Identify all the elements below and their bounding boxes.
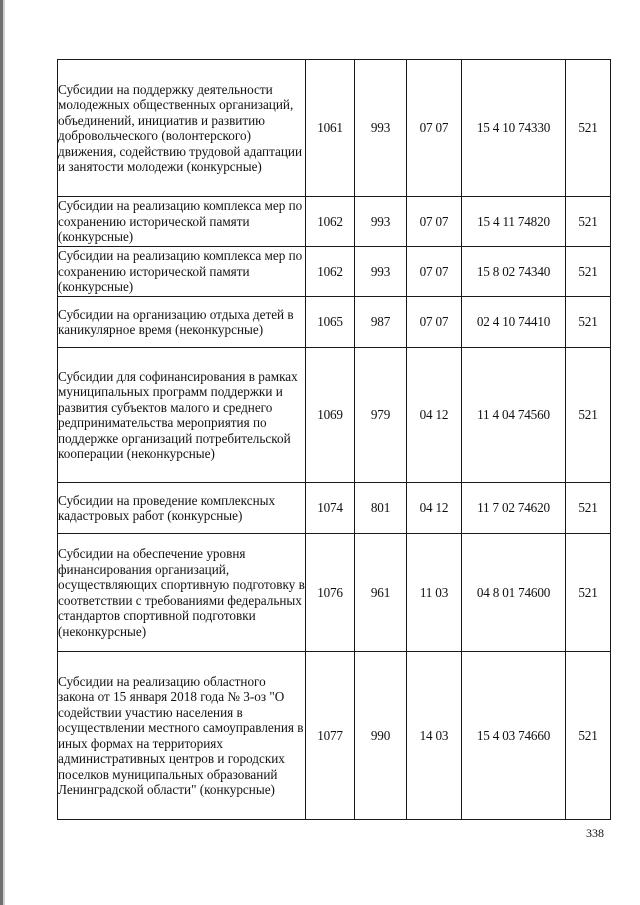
gov-code: 990 bbox=[355, 652, 407, 820]
subsidy-code: 1077 bbox=[306, 652, 355, 820]
gov-code: 993 bbox=[355, 247, 407, 297]
section-code: 04 12 bbox=[407, 348, 462, 483]
subsidy-name: Субсидии на поддержку деятельности молодежных общественных организаций, объединений, инициатив и развитию добровольческого (волонтерского) движения, содействию трудовой адаптации и занятости молодежи (конкурсные) bbox=[58, 60, 306, 197]
table-row bbox=[58, 534, 611, 652]
subsidy-name: Субсидии на реализацию комплекса мер по сохранению исторической памяти (конкурсные) bbox=[58, 197, 306, 247]
table-row bbox=[58, 197, 611, 247]
subsidy-name: Субсидии на реализацию комплекса мер по сохранению исторической памяти (конкурсные) bbox=[58, 247, 306, 297]
section-code: 07 07 bbox=[407, 297, 462, 348]
gov-code: 993 bbox=[355, 60, 407, 197]
subsidy-code: 1069 bbox=[306, 348, 355, 483]
table-row bbox=[58, 483, 611, 534]
section-code: 14 03 bbox=[407, 652, 462, 820]
table-row bbox=[58, 652, 611, 820]
target-code: 02 4 10 74410 bbox=[462, 297, 566, 348]
gov-code: 993 bbox=[355, 197, 407, 247]
target-code: 04 8 01 74600 bbox=[462, 534, 566, 652]
subsidy-name: Субсидии на реализацию областного закона от 15 января 2018 года № 3-оз "О содействии участию населения в осуществлении местного самоуправления в иных формах на территориях административных центров и городских поселков муниципальных образований Ленинградской области" (конкурсные) bbox=[58, 652, 306, 820]
expense-type: 521 bbox=[566, 297, 611, 348]
expense-type: 521 bbox=[566, 197, 611, 247]
subsidy-name: Субсидии на организацию отдыха детей в каникулярное время (неконкурсные) bbox=[58, 297, 306, 348]
table-row bbox=[58, 247, 611, 297]
gov-code: 979 bbox=[355, 348, 407, 483]
subsidy-name: Субсидии на обеспечение уровня финансирования организаций, осуществляющих спортивную подготовку в соответствии с требованиями федеральных стандартов спортивной подготовки (неконкурсные) bbox=[58, 534, 306, 652]
section-code: 07 07 bbox=[407, 247, 462, 297]
subsidy-code: 1062 bbox=[306, 197, 355, 247]
expense-type: 521 bbox=[566, 247, 611, 297]
expense-type: 521 bbox=[566, 348, 611, 483]
section-code: 11 03 bbox=[407, 534, 462, 652]
target-code: 15 4 03 74660 bbox=[462, 652, 566, 820]
target-code: 15 4 10 74330 bbox=[462, 60, 566, 197]
gov-code: 987 bbox=[355, 297, 407, 348]
subsidy-code: 1074 bbox=[306, 483, 355, 534]
section-code: 07 07 bbox=[407, 197, 462, 247]
subsidies-table bbox=[57, 59, 611, 820]
table-row bbox=[58, 348, 611, 483]
subsidy-name: Субсидии для софинансирования в рамках муниципальных программ поддержки и развития субъектов малого и среднего редпринимательства мероприятия по поддержке организаций потребительской кооперации (неконкурсные) bbox=[58, 348, 306, 483]
expense-type: 521 bbox=[566, 483, 611, 534]
subsidy-code: 1076 bbox=[306, 534, 355, 652]
subsidy-code: 1061 bbox=[306, 60, 355, 197]
expense-type: 521 bbox=[566, 60, 611, 197]
subsidy-name: Субсидии на проведение комплексных кадастровых работ (конкурсные) bbox=[58, 483, 306, 534]
subsidy-code: 1065 bbox=[306, 297, 355, 348]
scan-edge-shadow bbox=[3, 0, 5, 905]
page-number: 338 bbox=[586, 826, 604, 840]
gov-code: 801 bbox=[355, 483, 407, 534]
target-code: 15 8 02 74340 bbox=[462, 247, 566, 297]
section-code: 04 12 bbox=[407, 483, 462, 534]
target-code: 15 4 11 74820 bbox=[462, 197, 566, 247]
target-code: 11 7 02 74620 bbox=[462, 483, 566, 534]
expense-type: 521 bbox=[566, 652, 611, 820]
section-code: 07 07 bbox=[407, 60, 462, 197]
table-row bbox=[58, 297, 611, 348]
subsidy-code: 1062 bbox=[306, 247, 355, 297]
table-row bbox=[58, 60, 611, 197]
expense-type: 521 bbox=[566, 534, 611, 652]
target-code: 11 4 04 74560 bbox=[462, 348, 566, 483]
gov-code: 961 bbox=[355, 534, 407, 652]
